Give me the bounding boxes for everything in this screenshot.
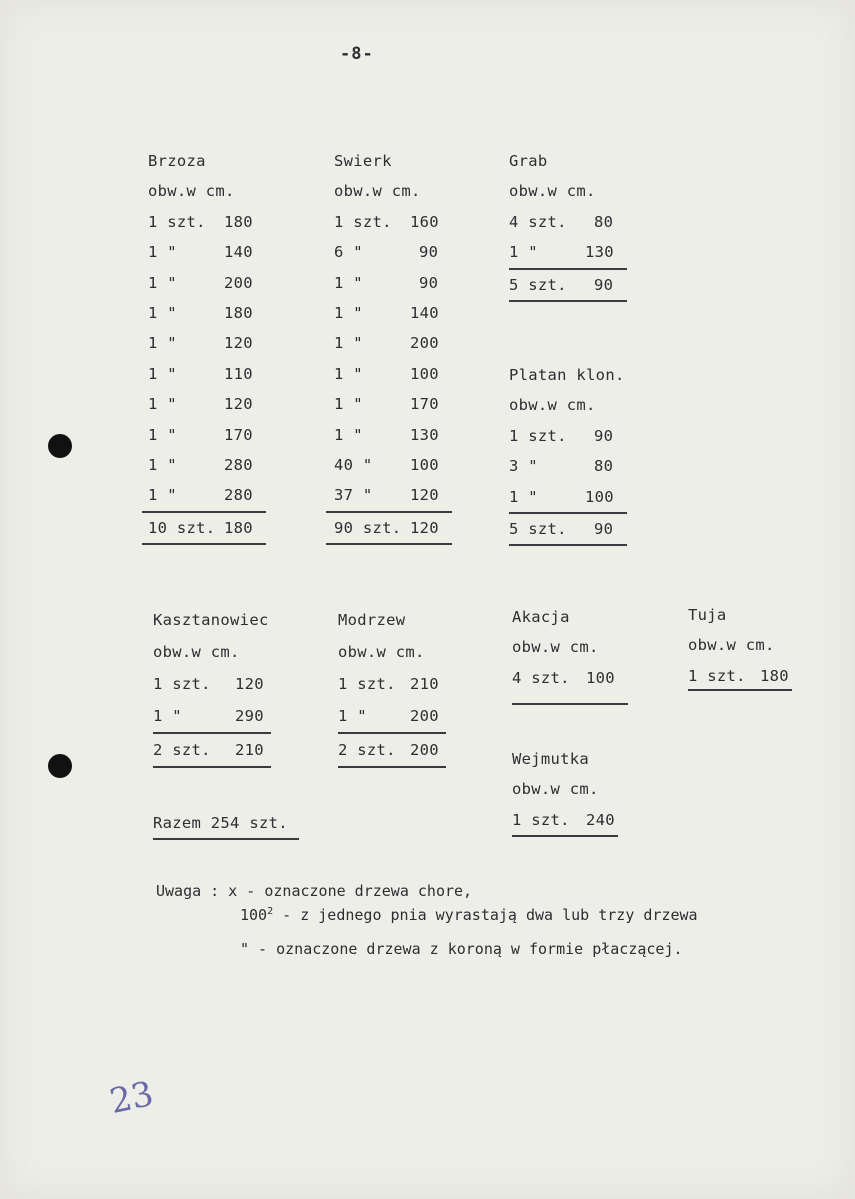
quantity: 1 " [148, 243, 177, 262]
note-superscript: 2 [267, 906, 274, 917]
total-value: 120 [410, 518, 439, 537]
value: 90 [594, 426, 614, 445]
table-row [512, 805, 618, 837]
table-row [148, 237, 268, 267]
note-text: x - oznaczone drzewa chore, [228, 882, 473, 900]
quantity: 1 " [334, 334, 363, 353]
value: 130 [410, 425, 439, 444]
total-quantity: 2 szt. [153, 741, 211, 759]
group-title: Modrzew [338, 611, 406, 629]
group-title: Tuja [688, 606, 727, 624]
total-row [509, 512, 627, 546]
table-row [509, 451, 627, 481]
quantity: 1 szt. [509, 426, 567, 445]
quantity: 1 " [148, 395, 177, 414]
value: 100 [410, 364, 439, 383]
table-row [688, 661, 792, 691]
group-platan [509, 360, 627, 546]
value: 100 [585, 487, 614, 506]
note-line-1 [156, 882, 472, 900]
table-row [148, 359, 268, 389]
table-row [509, 237, 627, 267]
group-grab [509, 146, 627, 302]
quantity: 1 " [148, 334, 177, 353]
value: 180 [760, 666, 789, 685]
table-row [148, 420, 268, 450]
value: 200 [410, 707, 439, 725]
total-row [153, 732, 271, 768]
total-quantity: 10 szt. [148, 518, 216, 537]
total-row [142, 511, 266, 545]
quantity: 37 " [334, 486, 373, 505]
value: 180 [224, 212, 253, 231]
value: 100 [586, 668, 615, 687]
quantity: 1 " [153, 707, 182, 725]
value: 80 [594, 457, 614, 476]
quantity: 1 szt. [512, 810, 570, 829]
group-title: Brzoza [148, 152, 206, 170]
quantity: 3 " [509, 457, 538, 476]
group-title: Platan klon. [509, 366, 625, 384]
total-quantity: 2 szt. [338, 741, 396, 759]
quantity: 1 " [334, 425, 363, 444]
value: 80 [594, 212, 614, 231]
grand-total [153, 808, 299, 840]
note-text: - z jednego pnia wyrastają dwa lub trzy drzewa [273, 906, 698, 924]
table-row [148, 207, 268, 237]
value: 140 [224, 243, 253, 262]
table-row [334, 328, 454, 358]
value: 200 [410, 334, 439, 353]
value: 180 [224, 303, 253, 322]
table-row [509, 482, 627, 512]
group-title: Grab [509, 152, 548, 170]
punch-hole [48, 434, 72, 458]
quantity: 1 " [334, 273, 363, 292]
value: 120 [224, 395, 253, 414]
group-wejmutka [512, 744, 618, 837]
total-value: 90 [594, 519, 614, 538]
group-unit: obw.w cm. [509, 396, 596, 415]
total-value: 90 [594, 275, 614, 294]
group-kasztanowiec [153, 604, 271, 768]
value: 110 [224, 364, 253, 383]
table-row [334, 237, 454, 267]
group-title: Wejmutka [512, 750, 590, 768]
table-row [148, 389, 268, 419]
group-unit: obw.w cm. [334, 182, 421, 201]
quantity: 1 szt. [334, 212, 392, 231]
group-unit: obw.w cm. [509, 182, 596, 201]
value: 280 [224, 455, 253, 474]
table-row [334, 207, 454, 237]
group-unit: obw.w cm. [512, 780, 599, 799]
total-row [509, 268, 627, 302]
quantity: 1 " [509, 243, 538, 262]
value: 90 [419, 243, 439, 262]
quantity: 4 szt. [512, 668, 570, 687]
table-row [334, 268, 454, 298]
quantity: 1 " [334, 303, 363, 322]
table-row [334, 420, 454, 450]
quantity: 1 szt. [153, 675, 211, 693]
group-title: Kasztanowiec [153, 611, 269, 629]
total-quantity: 5 szt. [509, 275, 567, 294]
group-akacja [512, 602, 628, 705]
quantity: 1 " [334, 395, 363, 414]
quantity: 1 " [148, 425, 177, 444]
table-row [148, 328, 268, 358]
group-brzoza [148, 146, 268, 545]
table-row [153, 700, 271, 732]
total-row [338, 732, 446, 768]
total-value: 200 [410, 741, 439, 759]
table-row [338, 668, 446, 700]
quantity: 4 szt. [509, 212, 567, 231]
group-unit: obw.w cm. [688, 636, 775, 655]
quantity: 1 " [148, 364, 177, 383]
total-quantity: 5 szt. [509, 519, 567, 538]
note-label: Uwaga : [156, 882, 220, 900]
quantity: 1 " [334, 364, 363, 383]
quantity: 40 " [334, 455, 373, 474]
table-row [509, 421, 627, 451]
value: 240 [586, 810, 615, 829]
group-title: Akacja [512, 608, 570, 626]
group-tuja [688, 600, 792, 691]
note-line-3 [240, 940, 683, 958]
total-row [326, 511, 452, 545]
group-title: Swierk [334, 152, 392, 170]
grand-total-text: Razem 254 szt. [153, 808, 299, 840]
group-unit: obw.w cm. [338, 643, 425, 661]
table-row [153, 668, 271, 700]
total-quantity: 90 szt. [334, 518, 402, 537]
quantity: 1 " [148, 486, 177, 505]
note-line-2 [240, 906, 698, 924]
group-swierk [334, 146, 454, 545]
quantity: 1 szt. [148, 212, 206, 231]
value: 290 [235, 707, 264, 725]
value: 170 [224, 425, 253, 444]
value: 100 [410, 455, 439, 474]
note-text: " - oznaczone drzewa z koroną w formie płaczącej. [240, 940, 683, 958]
quantity: 1 " [148, 455, 177, 474]
quantity: 1 " [338, 707, 367, 725]
table-row [148, 268, 268, 298]
quantity: 1 " [148, 273, 177, 292]
value: 120 [235, 675, 264, 693]
table-row [334, 298, 454, 328]
page-number: -8- [340, 44, 374, 64]
quantity: 1 szt. [338, 675, 396, 693]
value: 130 [585, 243, 614, 262]
value: 120 [410, 486, 439, 505]
table-row [512, 663, 628, 705]
quantity: 1 szt. [688, 666, 746, 685]
group-unit: obw.w cm. [153, 643, 240, 661]
group-unit: obw.w cm. [148, 182, 235, 201]
table-row [334, 450, 454, 480]
total-value: 210 [235, 741, 264, 759]
handwritten-mark: 23 [106, 1073, 157, 1123]
value: 210 [410, 675, 439, 693]
value: 140 [410, 303, 439, 322]
total-value: 180 [224, 518, 253, 537]
table-row [148, 480, 268, 510]
table-row [148, 298, 268, 328]
value: 90 [419, 273, 439, 292]
value: 280 [224, 486, 253, 505]
value: 170 [410, 395, 439, 414]
value: 120 [224, 334, 253, 353]
table-row [334, 359, 454, 389]
group-modrzew [338, 604, 446, 768]
table-row [338, 700, 446, 732]
quantity: 6 " [334, 243, 363, 262]
quantity: 1 " [148, 303, 177, 322]
table-row [334, 389, 454, 419]
punch-hole [48, 754, 72, 778]
value: 160 [410, 212, 439, 231]
quantity: 1 " [509, 487, 538, 506]
value: 200 [224, 273, 253, 292]
table-row [334, 480, 454, 510]
table-row [148, 450, 268, 480]
group-unit: obw.w cm. [512, 638, 599, 657]
table-row [509, 207, 627, 237]
note-base: 100 [240, 906, 268, 924]
